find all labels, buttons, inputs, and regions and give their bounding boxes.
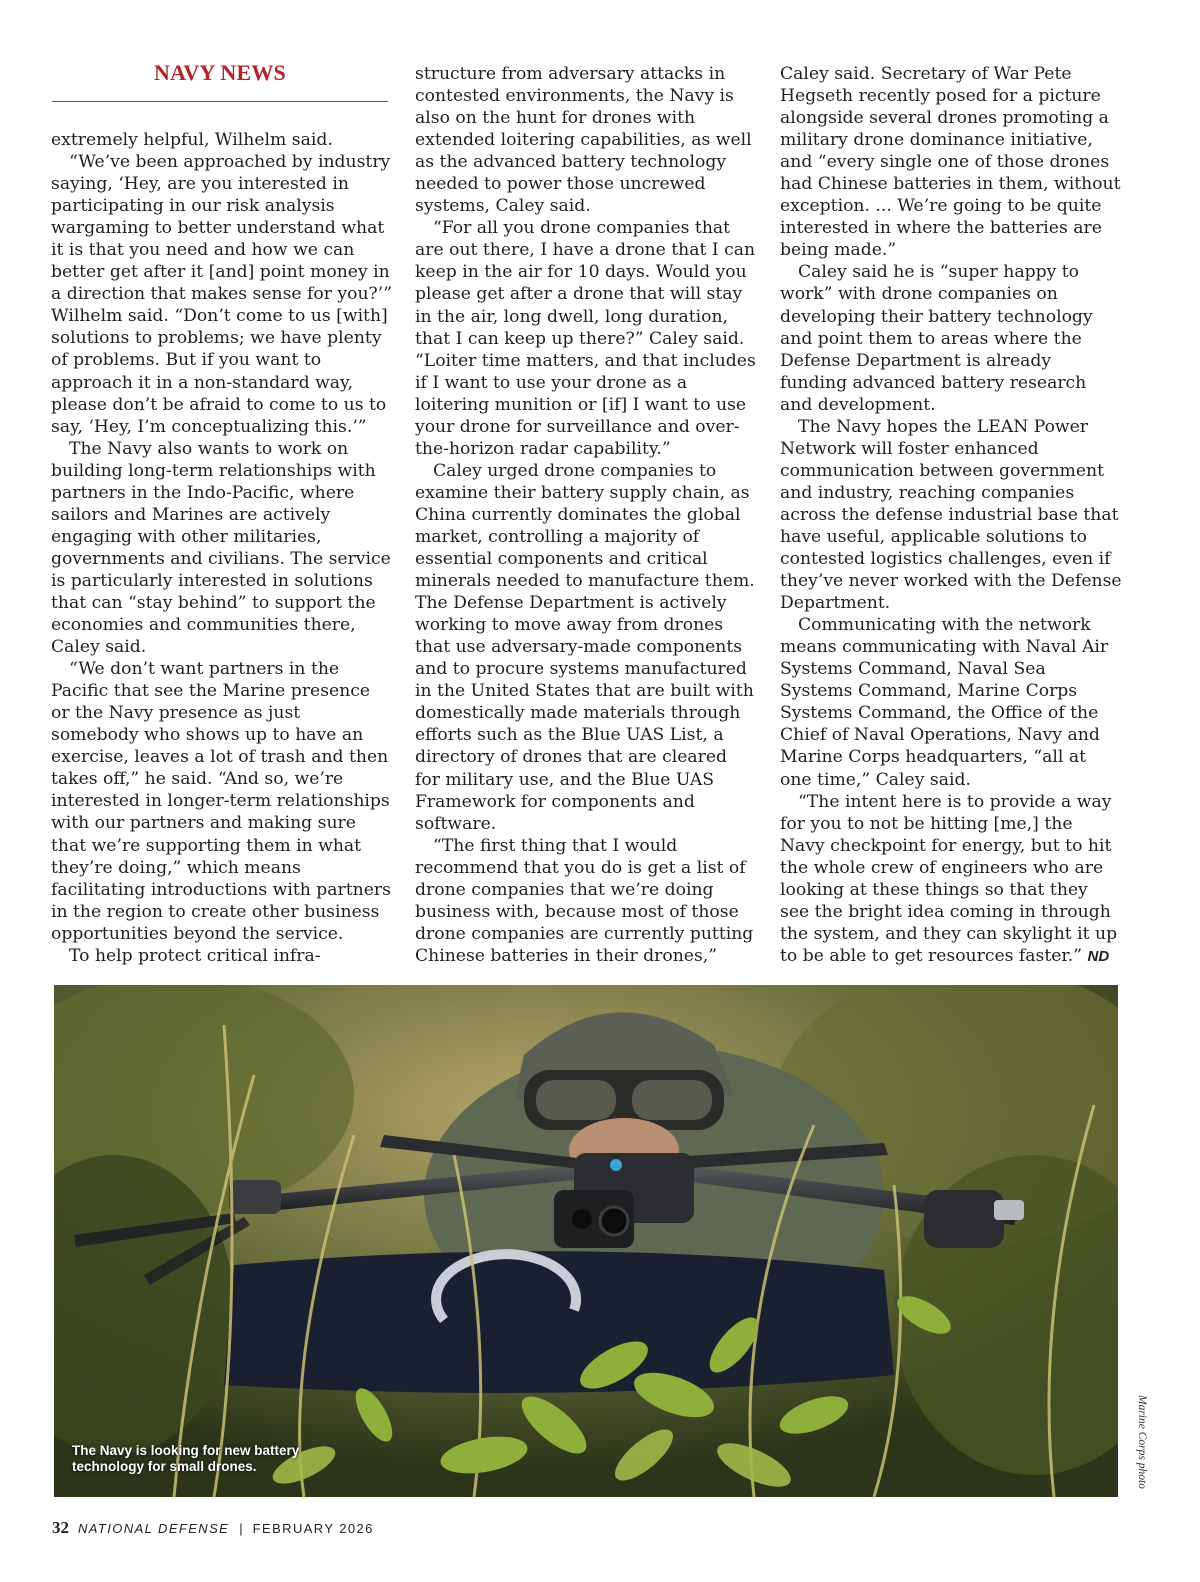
paragraph: The Navy hopes the LEAN Power Network will foster enhanced communication between government and industry, reaching companies across the defense industrial base that have useful, applicable solutions to contested logistics challenges, even if they’ve never worked with the Defense Department. — [780, 416, 1122, 614]
paragraph: extremely helpful, Wilhelm said. — [51, 130, 333, 150]
footer-separator: | — [239, 1521, 243, 1536]
article-column-3 — [780, 63, 1122, 968]
paragraph: “The first thing that I would recommend that you do is get a list of drone companies that we’re doing business with, because most of those drone companies are currently putting Chinese batteries in their drones,” — [415, 835, 754, 966]
section-divider — [52, 101, 388, 102]
paragraph: “For all you drone companies that are out there, I have a drone that I can keep in the air for 10 days. Would you please get after a drone that will stay in the air, long dwell, long duration, that I can keep up there?” Caley said. “Loiter time matters, and that includes if I want to use your drone as a loitering munition or [if] I want to use your drone for surveillance and over-the-horizon radar capability.” — [415, 218, 756, 459]
drone-motor — [924, 1190, 1004, 1248]
drone-motor — [229, 1180, 281, 1214]
end-sign: ND — [1087, 947, 1110, 965]
paragraph: Caley urged drone companies to examine their battery supply chain, as China currently dominates the global market, controlling a majority of essential components and critical minerals needed to manufacture them. The Defense Department is actively working to move away from drones that use adversary-made components and to procure systems manufactured in the United States that are built with domestically made materials through efforts such as the Blue UAS List, a directory of drones that are cleared for military use, and the Blue UAS Framework for components and software. — [415, 460, 755, 834]
paragraph: The Navy also wants to work on building long-term relationships with partners in the Indo-Pacific, where sailors and Marines are actively engaging with other militaries, governments and civilians. The service is particularly interested in solutions that can “stay behind” to support the economies and communities there, Caley said. — [51, 438, 391, 658]
photo-caption: The Navy is looking for new battery technology for small drones. — [72, 1443, 300, 1474]
paragraph: Communicating with the network means communicating with Naval Air Systems Command, Naval Sea Systems Command, Marine Corps Systems Command, the Office of the Chief of Naval Operations, Navy and Marine Corps headquarters, “all at one time,” Caley said. — [780, 615, 1109, 790]
article-column-1 — [51, 129, 393, 967]
paragraph: “We don’t want partners in the Pacific that see the Marine presence or the Navy presence as just somebody who shows up to have an exercise, leaves a lot of trash and then takes off,” he said. “And so, we’re interested in longer-term relationships with our partners and making sure that we’re supporting them in what they’re doing,” which means facilitating introductions with partners in the region to create other business opportunities beyond the service. — [51, 659, 391, 944]
paragraph: To help protect critical infra- — [69, 945, 321, 966]
paragraph: “We’ve been approached by industry saying, ‘Hey, are you interested in participating in our risk analysis wargaming to better understand what it is that you need and how we can better get after it [and] point money in a direction that makes sense for you?’” Wilhelm said. “Don’t come to us [with] solutions to problems; we have plenty of problems. But if you want to approach it in a non-standard way, please don’t be afraid to come to us to say, ‘Hey, I’m conceptualizing this.’” — [51, 152, 393, 437]
quote-text: “The intent here is to provide a way for you to not be hitting [me,] the Navy checkpoint for energy, but to hit the whole crew of engineers who are looking at these things so that they see the bright idea coming in through the system, and they can skylight it up to be able to get resources faster.” — [780, 791, 1118, 966]
photo-credit: Marine Corps photo — [1136, 1395, 1148, 1489]
issue-date: FEBRUARY 2026 — [252, 1521, 374, 1536]
publication-name: NATIONAL DEFENSE — [78, 1521, 230, 1536]
paragraph: Caley said he is “super happy to work” with drone companies on developing their battery technology and point them to areas where the Defense Department is already funding advanced battery research and development. — [780, 262, 1093, 415]
article-photo — [54, 985, 1118, 1497]
page-footer — [52, 1518, 374, 1538]
article-column-2 — [415, 63, 757, 967]
page-number: 32 — [52, 1518, 69, 1537]
section-heading: NAVY NEWS — [154, 60, 286, 85]
paragraph: structure from adversary attacks in contested environments, the Navy is also on the hunt for drones with extended loitering capabilities, as well as the advanced battery technology needed to power those uncrewed systems, Caley said. — [415, 64, 752, 217]
drone-photo-illustration — [54, 985, 1118, 1497]
paragraph — [780, 791, 1122, 968]
paragraph: Caley said. Secretary of War Pete Hegseth recently posed for a picture alongside several drones promoting a military drone dominance initiative, and “every single one of those drones had Chinese batteries in them, without exception. ... We’re going to be quite interested in where the batteries are being made.” — [780, 64, 1121, 261]
